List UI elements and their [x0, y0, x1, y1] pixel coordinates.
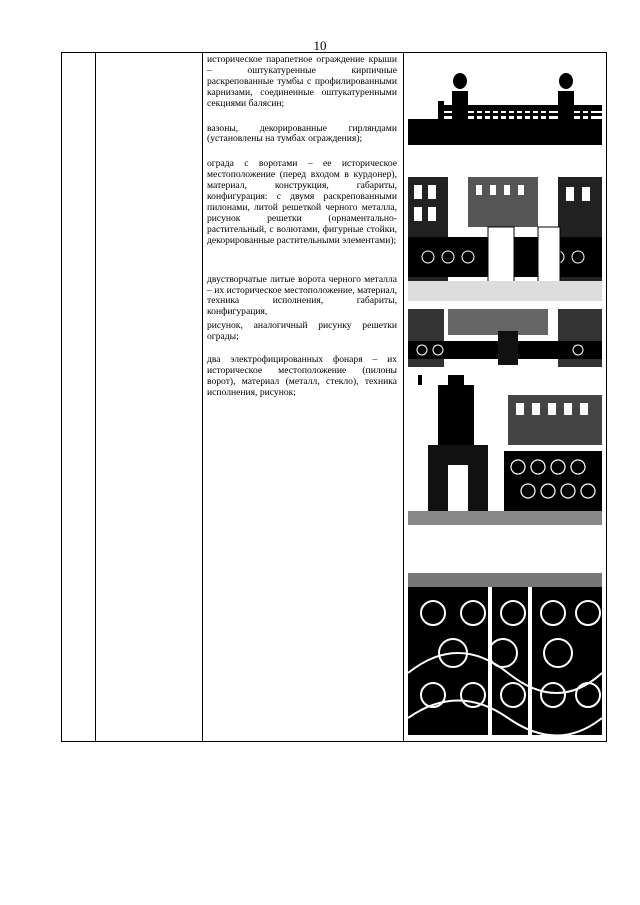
description-paragraph: ограда с воротами – ее историческое местоположение (перед входом в курдонер), материал, конструкция, габариты, конфигурация: с двумя раскрепованными пилонами, литой решеткой черного металла, рисунок решетки (орнаментально-растительный, с волютами, фигурные стойки, декорированные растительными элементами);	[207, 158, 397, 246]
gate-ornament-photo	[408, 573, 602, 735]
page-number: 10	[313, 38, 327, 53]
description-paragraph: вазоны, декорированные гирляндами (установлены на тумбах ограждения);	[207, 122, 397, 145]
description-paragraph: историческое парапетное ограждение крыши – оштукатуренные кирпичные раскрепованные тумбы с профилированными карнизами, соединенные оштукатуренными секциями балясин;	[207, 54, 397, 109]
objects-table	[61, 52, 607, 742]
subject-description	[207, 55, 397, 399]
description-paragraph: два электрофицированных фонаря – их историческое местоположение (пилоны ворот), материал (металл, стекло), техника исполнения, рисунок;	[207, 354, 397, 398]
column-divider	[95, 53, 96, 741]
roof-parapet-photo	[408, 61, 602, 145]
column-divider	[202, 53, 203, 741]
lantern-pylon-photo	[408, 375, 602, 525]
fence-gate-photo	[408, 177, 602, 301]
column-divider	[403, 53, 404, 741]
description-paragraph: двустворчатые литые ворота черного металла – их историческое местоположение, материал, техника исполнения, габариты, конфигурация,	[207, 273, 397, 318]
description-paragraph: рисунок, аналогичный рисунку решетки ограды;	[207, 320, 397, 343]
gate-street-photo	[408, 309, 602, 367]
